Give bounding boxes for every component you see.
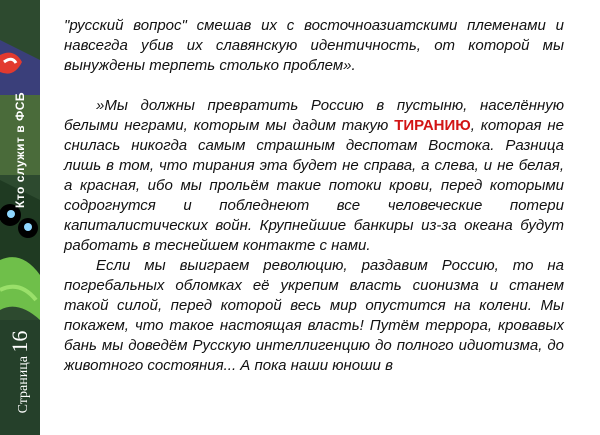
section-title: Кто служит в ФСБ (13, 91, 27, 209)
document-text (64, 16, 564, 376)
paragraph-2 (64, 96, 564, 256)
page-number: 16 (7, 330, 32, 353)
page-number-label (7, 331, 33, 414)
sidebar (0, 0, 40, 435)
highlighted-word: ТИРАНИЮ (394, 117, 471, 134)
paragraph-2-end: , которая не снилась никогда самым страшным деспотам Востока. Разница лишь в том, что тирания эта будет не справа, а слева, и не белая, а красная, ибо мы прольём такие потоки крови, перед которыми содрогнутся и побледнеют все человеческие потери капиталистических войн. Крупнейшие банкиры из-за океана будут работать в теснейшем контакте с нами. (64, 117, 565, 254)
page-word: Страница (16, 356, 31, 414)
paragraph-2-start: »Мы должны превратить Россию в пустыню, населённую белыми неграми, которым мы дадим такую (64, 97, 564, 134)
paragraph-1: "русский вопрос" смешав их с восточноазиатскими племенами и навсегда убив их славянскую идентичность, от которой мы вынуждены терпеть столько проблем». (64, 17, 564, 74)
paragraph-3: Если мы выиграем революцию, раздавим Россию, то на погребальных обломках её укрепим власть сионизма и станем такой силой, перед которой весь мир опустится на колени. Мы покажем, что такое настоящая власть! Путём террора, кровавых бань мы доведём Русскую интеллигенцию до полного идиотизма, до животного состояния... А пока наши юноши в (64, 257, 564, 374)
